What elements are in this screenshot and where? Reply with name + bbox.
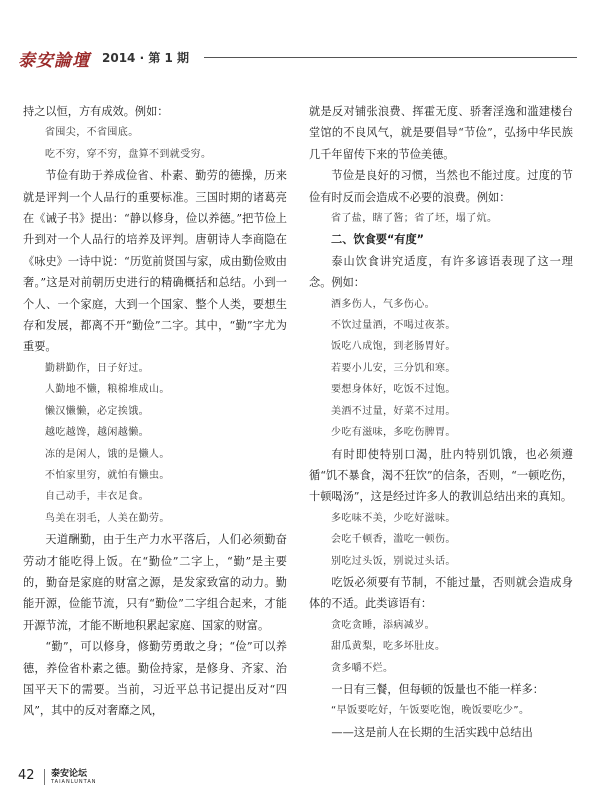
footer-divider: [44, 769, 45, 785]
proverb-line: 省囤尖，不省囤底。: [45, 127, 139, 139]
proverb-line: 美酒不过量，好菜不过用。: [331, 405, 456, 417]
proverb-line: 不怕家里穷，就怕有懒虫。: [45, 469, 170, 481]
paragraph: 有时即使特别口渴，肚内特别饥饿，也必须遵循“饥不暴食，渴不狂饮”的信条，否则，“一顿吃伤，十顿喝汤”，这是经过许多人的教训总结出来的真知。: [309, 447, 573, 504]
proverb-line: 会吃千顿香，滥吃一顿伤。: [331, 534, 456, 546]
paragraph: ——这是前人在长期的生活实践中总结出: [331, 725, 533, 739]
header-rule: [204, 57, 577, 58]
proverb-line: 若要小儿安，三分饥和寒。: [331, 362, 456, 374]
footer-journal-name: 泰安论坛: [51, 769, 88, 779]
paragraph: 一日有三餐，但每顿的饭量也不能一样多：: [331, 682, 544, 696]
proverb-line: 酒多伤人，气多伤心。: [331, 298, 435, 310]
proverb-line: 饭吃八成饱，到老肠胃好。: [331, 341, 456, 353]
proverb-line: 懒汉懒懒，必定挨饿。: [45, 405, 149, 417]
issue-label: 2014 · 第 1 期: [102, 51, 190, 65]
proverb-line: 鸟美在羽毛，人美在勤劳。: [45, 512, 170, 524]
proverb-line: 越吃越馋，越闲越懒。: [45, 427, 149, 439]
paragraph: 节俭有助于养成俭省、朴素、勤劳的德操，历来就是评判一个人品行的重要标准。三国时期的诸葛亮在《诫子书》提出：“静以修身，俭以养德。”把节俭上升到对一个人品行的培养及评判。唐朝诗人李商隐在《咏史》一诗中说：“历览前贤国与家，成由勤俭败由奢。”这是对前朝历史进行的精确概括和总结。小到一个人、一个家庭，大到一个国家、整个人类，要想生存和发展，都离不开“勤俭”二字。其中，“勤”字尤为重要。: [23, 169, 287, 354]
paragraph: 天道酬勤，由于生产力水平落后，人们必须勤奋劳动才能吃得上饭。在“勤俭”二字上，“勤”是主要的，勤奋是家庭的财富之源，是发家致富的动力。勤能开源，俭能节流，只有“勤俭”二字组合起来，才能开源节流，才能不断地积累起家庭、国家的财富。: [23, 533, 287, 632]
footer-journal-pinyin: TAIANLUNTAN: [51, 779, 97, 785]
proverb-line: “早饭要吃好，午饭要吃饱，晚饭要吃少”。: [331, 705, 530, 717]
proverb-line: 要想身体好，吃饭不过饱。: [331, 384, 456, 396]
paragraph: 节俭是良好的习惯，当然也不能过度。过度的节俭有时反而会造成不必要的浪费。例如：: [309, 169, 573, 204]
journal-title: 泰安論壇: [18, 51, 90, 71]
paragraph: 吃饭必须要有节制，不能过量，否则就会造成身体的不适。此类谚语有：: [309, 575, 573, 611]
proverb-line: 贪多嚼不烂。: [331, 662, 394, 674]
proverb-line: 吃不穷，穿不穷，盘算不到就受穷。: [45, 148, 212, 160]
proverb-line: 人勤地不懒，粮棉堆成山。: [45, 384, 170, 396]
page-header: [18, 46, 577, 72]
proverb-line: 冻的是闲人，饿的是懒人。: [45, 448, 170, 460]
right-column: [309, 101, 573, 743]
proverb-line: 自己动手，丰衣足食。: [45, 491, 149, 503]
paragraph: “勤”，可以修身，修勤劳勇敢之身；“俭”可以养德，养俭省朴素之德。勤俭持家，是修身、齐家、治国平天下的需要。当前，习近平总书记提出反对“四风”，其中的反对奢靡之风，: [23, 640, 287, 718]
left-column: [23, 101, 287, 722]
proverb-line: 别吃过头饭，别说过头话。: [331, 555, 456, 567]
proverb-line: 多吃味不美，少吃好滋味。: [331, 512, 456, 524]
proverb-line: 贪吃贪睡，添病减岁。: [331, 619, 435, 631]
section-heading: 二、饮食要“有度”: [331, 233, 425, 247]
proverb-line: 少吃有滋味，多吃伤脾胃。: [331, 427, 456, 439]
proverb-line: 省了盐，瞎了酱；省了坯，塌了炕。: [331, 213, 498, 225]
page-number: 42: [18, 768, 35, 783]
paragraph: 泰山饮食讲究适度，有许多谚语表现了这一理念。例如：: [309, 254, 573, 290]
proverb-line: 不饮过量酒，不喝过夜茶。: [331, 320, 456, 332]
paragraph-continued: 持之以恒，方有成效。例如：: [23, 105, 169, 118]
page-footer: [18, 766, 577, 790]
proverb-line: 勤耕勤作，日子好过。: [45, 362, 149, 374]
paragraph-continued: 就是反对铺张浪费、挥霍无度、骄奢淫逸和滥建楼台堂馆的不良风气，就是要倡导“节俭”，弘扬中华民族几千年留传下来的节俭美德。: [309, 105, 573, 161]
proverb-line: 甜瓜黄梨，吃多坏肚皮。: [331, 641, 446, 653]
